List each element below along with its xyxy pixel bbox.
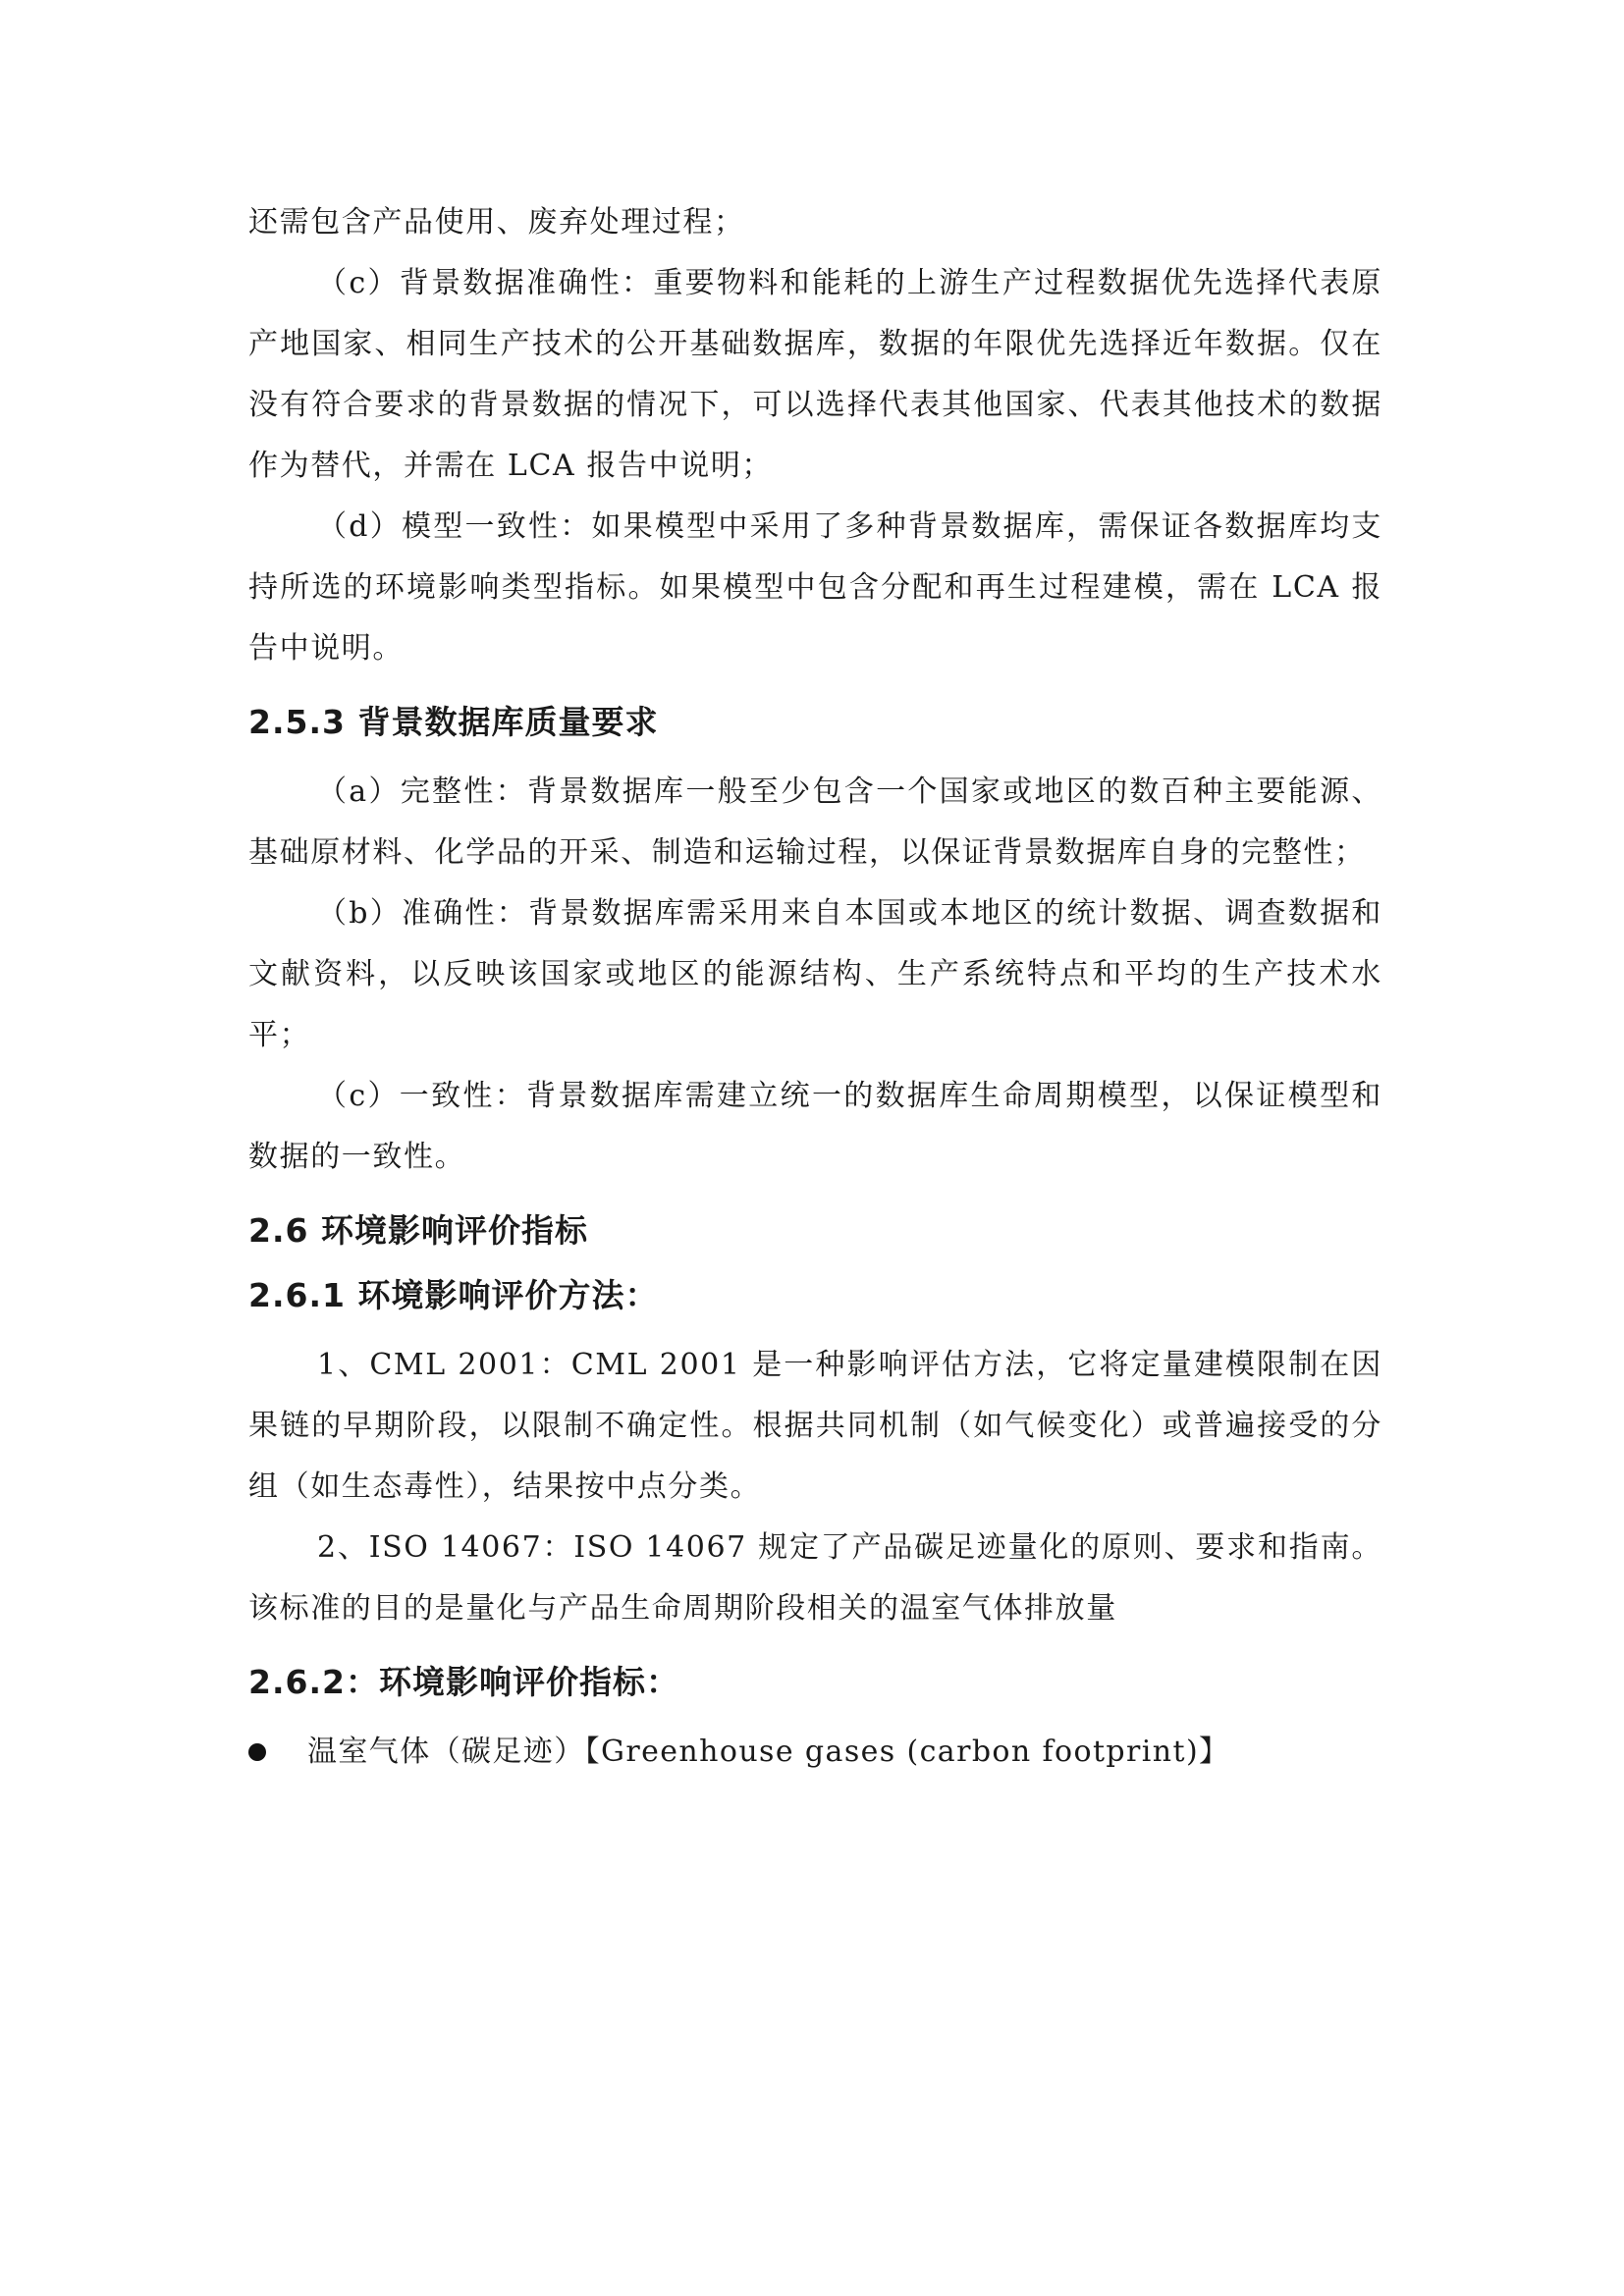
paragraph-d-model-consistency: （d）模型一致性：如果模型中采用了多种背景数据库，需保证各数据库均支持所选的环境影响类型指标。如果模型中包含分配和再生过程建模，需在 LCA 报告中说明。 [248, 509, 1382, 666]
list-item-text: 温室气体（碳足迹）【Greenhouse gases (carbon footprint)】 [307, 1735, 1230, 1769]
paragraph-cml-2001: 1、CML 2001：CML 2001 是一种影响评估方法，它将定量建模限制在因果链的早期阶段，以限制不确定性。根据共同机制（如气候变化）或普遍接受的分组（如生态毒性），结果按中点分类。 [248, 1348, 1382, 1504]
heading-2-5-3: 2.5.3 背景数据库质量要求 [248, 703, 659, 741]
paragraph-c-consistency: （c）一致性：背景数据库需建立统一的数据库生命周期模型，以保证模型和数据的一致性。 [248, 1079, 1382, 1174]
bullet-dot-icon [248, 1743, 266, 1761]
page-content [248, 192, 1382, 1783]
paragraph-b-accuracy: （b）准确性：背景数据库需采用来自本国或本地区的统计数据、调查数据和文献资料，以反映该国家或地区的能源结构、生产系统特点和平均的生产技术水平； [248, 896, 1382, 1052]
heading-2-6-2: 2.6.2：环境影响评价指标： [248, 1663, 679, 1701]
paragraph-continuation: 还需包含产品使用、废弃处理过程； [248, 205, 745, 240]
paragraph-c-background-accuracy: （c）背景数据准确性：重要物料和能耗的上游生产过程数据优先选择代表原产地国家、相同生产技术的公开基础数据库，数据的年限优先选择近年数据。仅在没有符合要求的背景数据的情况下，可以选择代表其他国家、代表其他技术的数据作为替代，并需在 LCA 报告中说明； [248, 266, 1382, 483]
heading-2-6: 2.6 环境影响评价指标 [248, 1211, 588, 1250]
heading-2-6-1: 2.6.1 环境影响评价方法： [248, 1276, 659, 1314]
paragraph-a-completeness: （a）完整性：背景数据库一般至少包含一个国家或地区的数百种主要能源、基础原材料、化学品的开采、制造和运输过程，以保证背景数据库自身的完整性； [248, 774, 1382, 870]
list-item [248, 1722, 1382, 1783]
paragraph-iso-14067: 2、ISO 14067：ISO 14067 规定了产品碳足迹量化的原则、要求和指南。该标准的目的是量化与产品生命周期阶段相关的温室气体排放量 [248, 1530, 1382, 1626]
